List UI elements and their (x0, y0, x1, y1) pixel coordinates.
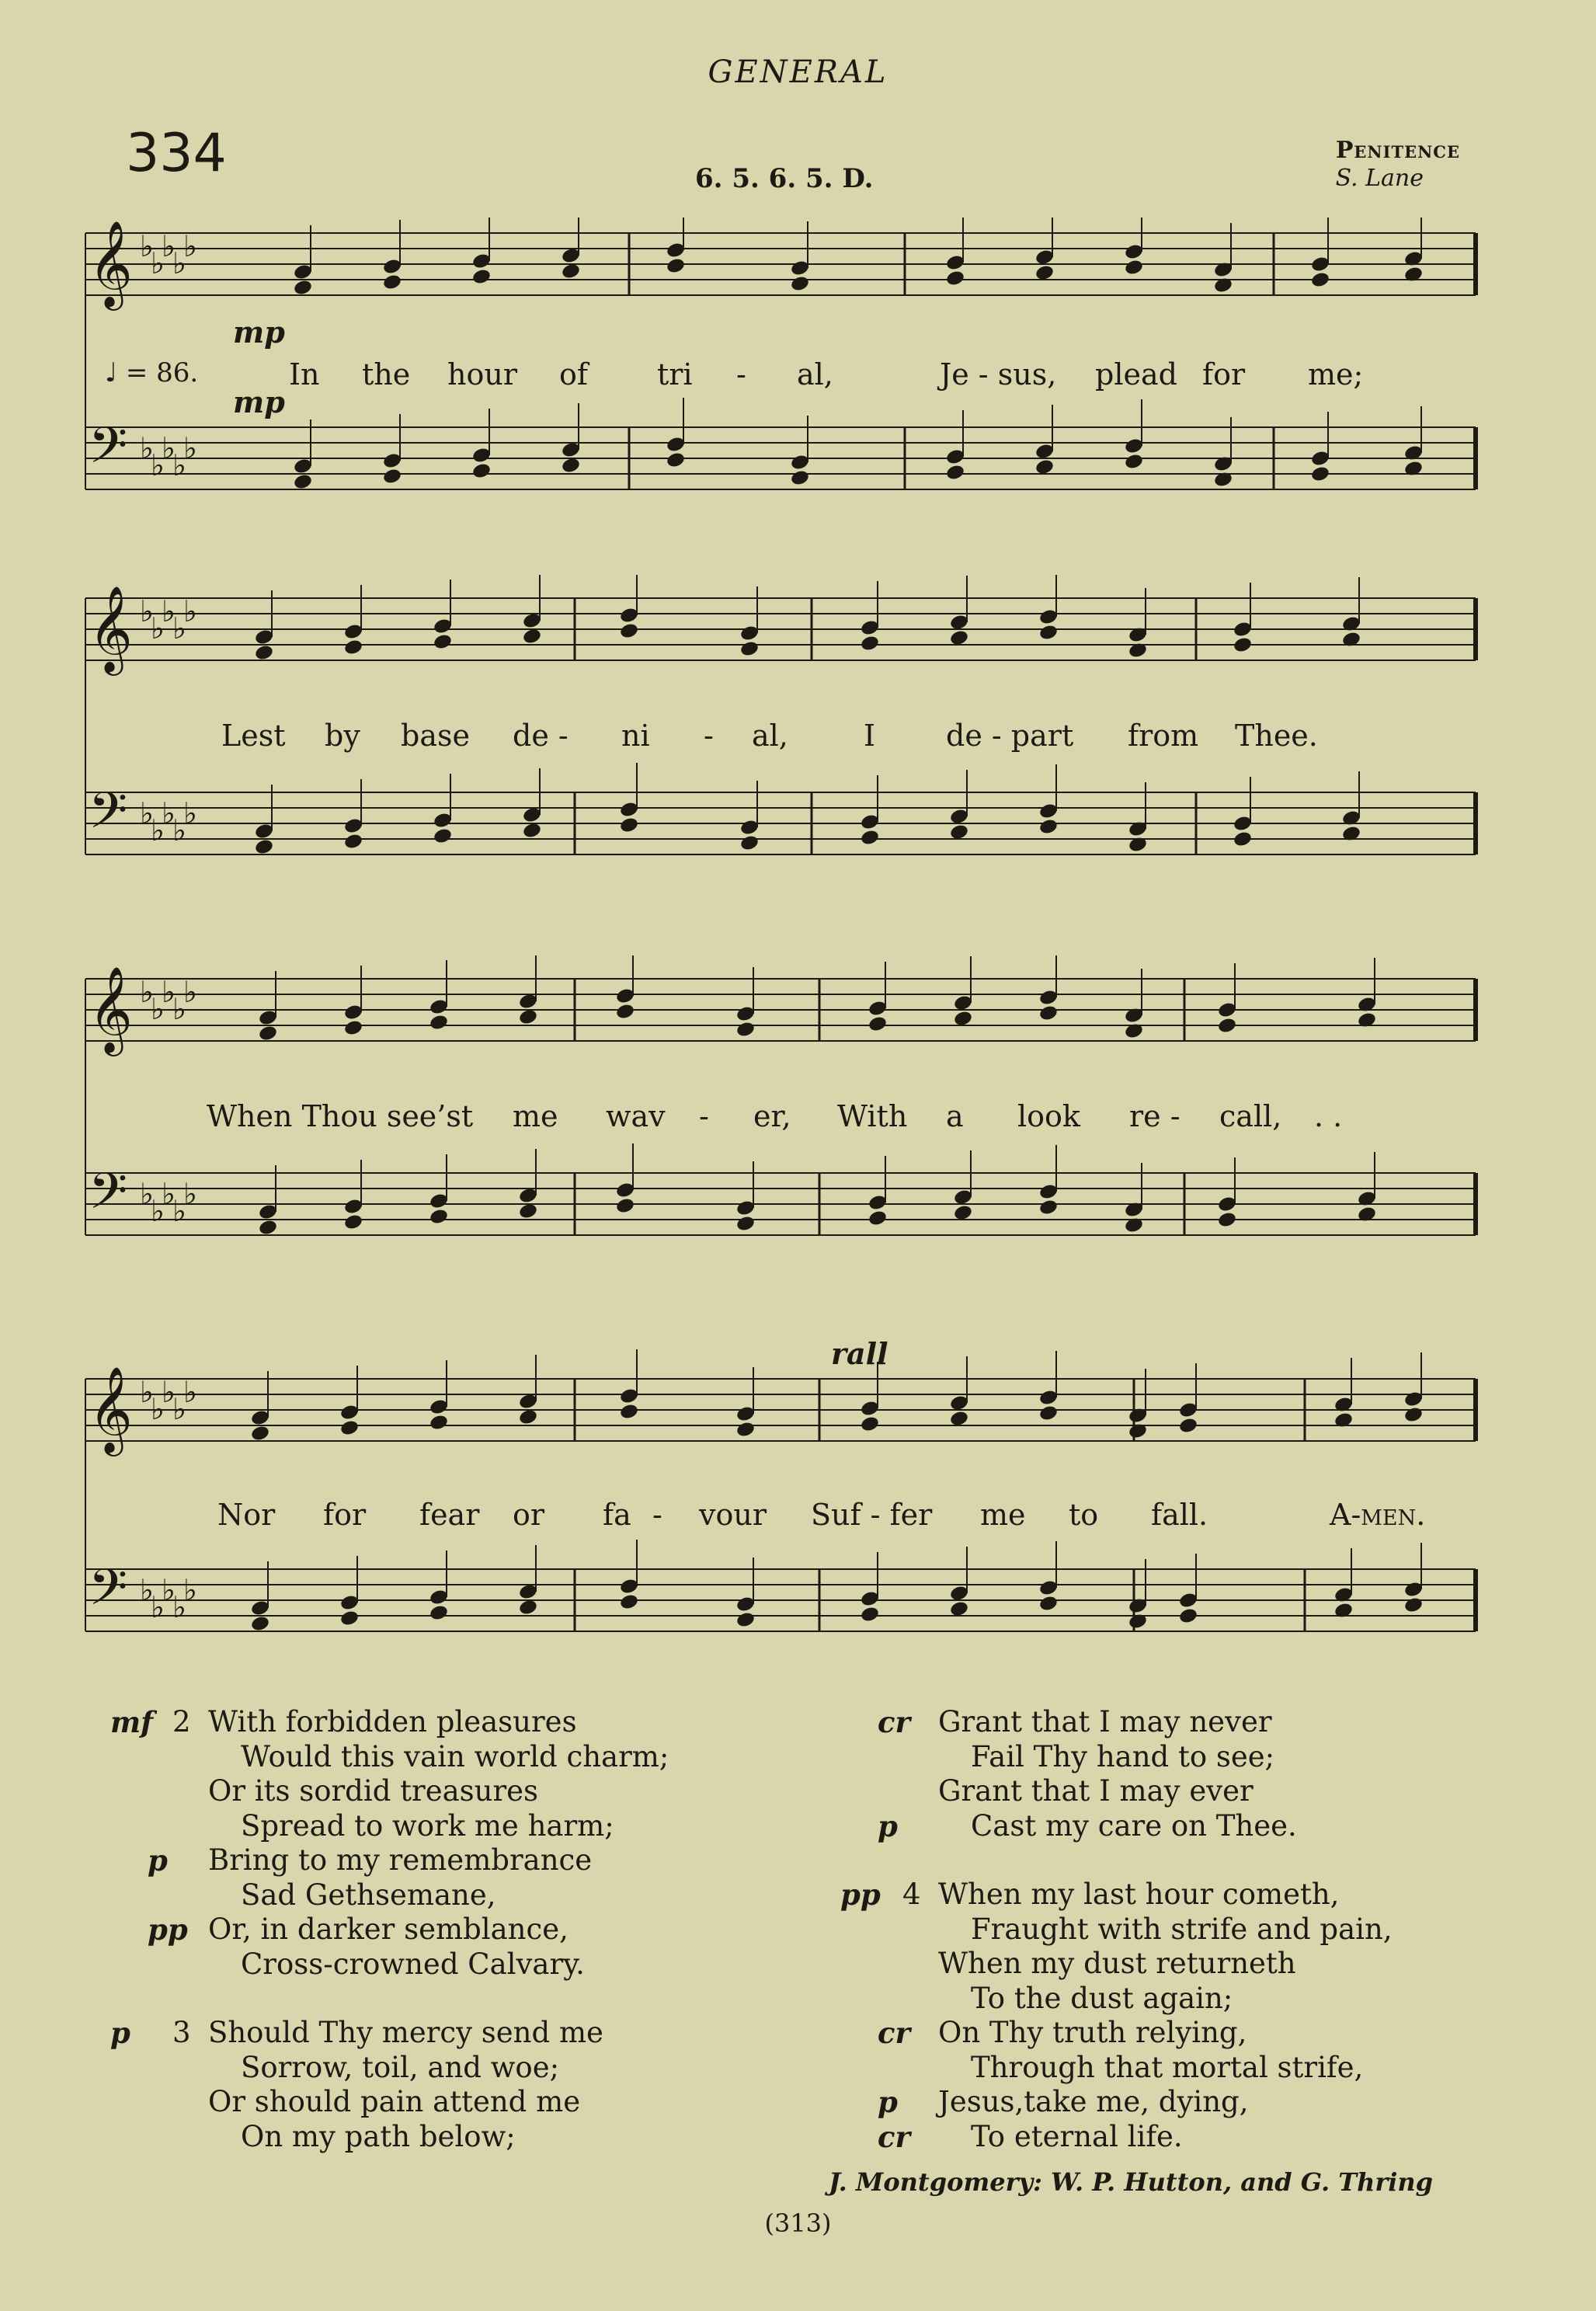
bass-clef-icon: 𝄢 (89, 1163, 128, 1233)
verse-line: On my path below; (241, 2119, 516, 2153)
note-head (258, 1025, 278, 1042)
verse-line: To eternal life. (971, 2119, 1183, 2153)
lyric-word: from (1128, 719, 1199, 753)
note-head (945, 464, 965, 482)
note-head (949, 629, 969, 647)
lyric-word: the (362, 357, 411, 392)
lyric-word: wav (606, 1099, 666, 1133)
verse-line: Or its sordid treasures (208, 1774, 539, 1808)
flat-icon: ♭ (151, 1590, 165, 1624)
lyric-word: Je - sus, (940, 357, 1057, 392)
flat-icon: ♭ (140, 1375, 154, 1409)
note-head (735, 1021, 756, 1039)
note-head (343, 1019, 363, 1037)
note-head (619, 622, 639, 640)
verse-line: When my last hour cometh, (938, 1878, 1340, 1911)
note-head (1217, 1211, 1237, 1229)
tempo-value: = 86. (125, 357, 199, 388)
lyric-word: me; (1308, 357, 1364, 392)
note-head (518, 1599, 538, 1617)
note-head (258, 1219, 278, 1237)
note-head (619, 1593, 639, 1611)
lyric-word: . . (1314, 1099, 1343, 1133)
flat-icon: ♭ (183, 1375, 197, 1409)
authors-credit: J. Montgomery: W. P. Hutton, and G. Thring (828, 2167, 1433, 2197)
flat-icon: ♭ (151, 611, 165, 646)
note-head (293, 473, 313, 491)
note-head (953, 1010, 973, 1028)
flat-icon: ♭ (151, 246, 165, 280)
flat-icon: ♭ (162, 229, 176, 263)
lyric-word: call, (1219, 1099, 1282, 1133)
lyric-word: by (325, 719, 360, 753)
lyric-word: - (736, 357, 746, 392)
note-head (1310, 465, 1330, 483)
note-head (518, 1202, 538, 1220)
note-head (1038, 1199, 1059, 1216)
verse-line: Sad Gethsemane, (241, 1878, 496, 1912)
lyric-word: to (1069, 1498, 1099, 1532)
verse-number: 4 (902, 1878, 921, 1911)
flat-icon: ♭ (162, 796, 176, 830)
flat-icon: ♭ (151, 1392, 165, 1426)
note-head (429, 1208, 449, 1226)
verse-dynamic-mark: p (878, 1808, 898, 1843)
lyric-word: plead (1095, 357, 1177, 392)
flat-icon: ♭ (172, 448, 186, 482)
note-head (254, 644, 274, 662)
note-head (739, 834, 760, 852)
treble-clef-icon: 𝄞 (89, 1366, 133, 1453)
flat-icon: ♭ (183, 431, 197, 465)
flat-icon: ♭ (140, 1573, 154, 1607)
flat-icon: ♭ (140, 796, 154, 830)
note-head (339, 1419, 360, 1437)
lyric-line (78, 357, 1491, 392)
verse-line: Sorrow, toil, and woe; (241, 2050, 560, 2084)
note-head (790, 275, 810, 293)
rall-marking: rall (831, 1336, 888, 1371)
note-head (1038, 1404, 1059, 1422)
verse-line: Grant that I may never (938, 1705, 1272, 1738)
lyric-word: look (1017, 1099, 1080, 1133)
lyric-word: base (401, 719, 470, 753)
note-head (1403, 1406, 1424, 1424)
note-head (343, 833, 363, 851)
note-head (382, 273, 402, 291)
lyric-word: vour (699, 1498, 767, 1532)
note-head (433, 827, 453, 845)
verse-line: Would this vain world charm; (241, 1739, 669, 1773)
note-head (1038, 1595, 1059, 1613)
note-head (860, 1606, 880, 1624)
lyric-word: me (980, 1498, 1026, 1532)
note-head (666, 451, 686, 469)
note-head (619, 1403, 639, 1421)
verse-line: Bring to my remembrance (208, 1843, 593, 1877)
verse-line: Grant that I may ever (938, 1774, 1254, 1808)
flat-icon: ♭ (151, 448, 165, 482)
flat-icon: ♭ (172, 611, 186, 646)
lyric-word: Nor (217, 1498, 276, 1532)
note-head (735, 1215, 756, 1233)
flat-icon: ♭ (162, 975, 176, 1009)
verse-line: Or should pain attend me (208, 2085, 581, 2118)
lyric-word: de - (513, 719, 569, 753)
note-head (1124, 453, 1144, 471)
note-head (518, 1408, 538, 1426)
note-head (522, 628, 542, 646)
lyric-line (78, 719, 1491, 753)
note-head (860, 829, 880, 847)
tune-name: Penitence (1335, 137, 1460, 164)
verse-dynamic-mark: cr (878, 2119, 911, 2154)
note-head (949, 1600, 969, 1618)
note-head (860, 1415, 880, 1433)
note-head (561, 457, 581, 475)
lyric-word: me (513, 1099, 558, 1133)
lyric-word: I (864, 719, 876, 753)
verse-dynamic-mark: cr (878, 1705, 911, 1739)
note-head (429, 1604, 449, 1622)
lyric-word: for (323, 1498, 367, 1532)
note-head (561, 263, 581, 280)
note-head (1178, 1417, 1198, 1435)
lyric-word: for (1202, 357, 1246, 392)
verse-dynamic-mark: cr (878, 2016, 911, 2050)
verse-line: Or, in darker semblance, (208, 1912, 569, 1946)
note-head (522, 822, 542, 840)
verse-line: Cross-crowned Calvary. (241, 1947, 585, 1981)
note-head (1124, 259, 1144, 277)
note-head (666, 257, 686, 275)
note-head (953, 1204, 973, 1222)
note-head (382, 468, 402, 486)
lyric-word: de - part (946, 719, 1074, 753)
note-head (1403, 1596, 1424, 1614)
note-head (1233, 636, 1253, 654)
note-head (949, 1410, 969, 1428)
flat-icon: ♭ (183, 796, 197, 830)
lyric-word: er, (753, 1099, 791, 1133)
note-head (471, 462, 492, 480)
treble-clef-icon: 𝄞 (89, 585, 133, 672)
page-number: (313) (764, 2208, 832, 2238)
flat-icon: ♭ (183, 1177, 197, 1211)
note-head (868, 1209, 888, 1227)
note-head (615, 1003, 635, 1021)
lyric-word: Lest (221, 719, 286, 753)
note-head (735, 1421, 756, 1439)
lyric-word: A-men. (1330, 1498, 1426, 1532)
music-system-4 (78, 1336, 1491, 1662)
lyric-word: ni (621, 719, 650, 753)
lyric-word: When Thou see’st (207, 1099, 474, 1133)
bass-clef-icon: 𝄢 (89, 417, 128, 487)
flat-icon: ♭ (172, 246, 186, 280)
note-head (343, 1213, 363, 1231)
flat-icon: ♭ (183, 594, 197, 628)
flat-icon: ♭ (172, 1392, 186, 1426)
treble-dynamic: mp (233, 315, 285, 350)
flat-icon: ♭ (162, 594, 176, 628)
lyric-word: a (946, 1099, 964, 1133)
note-head (945, 270, 965, 287)
lyric-line (78, 1099, 1491, 1133)
note-head (433, 633, 453, 651)
flat-icon: ♭ (162, 1375, 176, 1409)
flat-icon: ♭ (172, 1194, 186, 1228)
verse-number: 2 (172, 1705, 191, 1738)
note-head (339, 1610, 360, 1627)
note-head (790, 469, 810, 487)
lyric-word: of (559, 357, 588, 392)
note-head (429, 1014, 449, 1032)
music-system-3 (78, 955, 1491, 1282)
bass-clef-icon: 𝄢 (89, 1559, 128, 1629)
note-head (1217, 1017, 1237, 1035)
lyric-word: fall. (1151, 1498, 1208, 1532)
verse-dynamic-mark: pp (840, 1878, 881, 1912)
lyric-word: - (652, 1498, 662, 1532)
lyric-word: - (704, 719, 714, 753)
flat-icon: ♭ (140, 975, 154, 1009)
lyric-word: al, (752, 719, 788, 753)
music-system-2 (78, 575, 1491, 901)
note-head (619, 816, 639, 834)
lyric-word: re - (1129, 1099, 1180, 1133)
lyric-word: Suf - fer (811, 1498, 933, 1532)
bass-dynamic: mp (233, 385, 285, 419)
note-head (1034, 264, 1055, 282)
verse-dynamic-mark: p (878, 2085, 898, 2119)
flat-icon: ♭ (183, 229, 197, 263)
verse-line: Fail Thy hand to see; (971, 1739, 1275, 1773)
note-head (343, 639, 363, 656)
note-head (868, 1015, 888, 1033)
lyric-word: hour (447, 357, 517, 392)
note-head (1233, 830, 1253, 848)
note-head (949, 823, 969, 841)
lyric-word: With (837, 1099, 908, 1133)
flat-icon: ♭ (172, 813, 186, 847)
page-header: GENERAL (708, 54, 888, 90)
verse-line: On Thy truth relying, (938, 2016, 1247, 2049)
flat-icon: ♭ (183, 975, 197, 1009)
note-head (860, 635, 880, 653)
verse-dynamic-mark: mf (110, 1705, 154, 1739)
flat-icon: ♭ (172, 1590, 186, 1624)
note-head (615, 1197, 635, 1215)
flat-icon: ♭ (140, 431, 154, 465)
lyric-word: or (513, 1498, 545, 1532)
composer: S. Lane (1335, 165, 1424, 192)
flat-icon: ♭ (151, 813, 165, 847)
verse-line: Spread to work me harm; (241, 1808, 614, 1843)
verse-line: To the dust again; (971, 1981, 1233, 2015)
verse-line: Fraught with strife and pain, (971, 1912, 1393, 1946)
note-head (254, 838, 274, 856)
flat-icon: ♭ (151, 1194, 165, 1228)
verse-dynamic-mark: p (110, 2016, 130, 2050)
flat-icon: ♭ (140, 229, 154, 263)
bass-clef-icon: 𝄢 (89, 782, 128, 852)
verse-dynamic-mark: p (148, 1843, 168, 1878)
hymn-number: 334 (126, 123, 227, 184)
lyric-word: fear (419, 1498, 480, 1532)
verse-line: Jesus,take me, dying, (938, 2085, 1249, 2118)
note-head (735, 1611, 756, 1629)
note-head (1034, 458, 1055, 476)
note-head (1038, 1004, 1059, 1022)
note-head (471, 268, 492, 286)
flat-icon: ♭ (162, 431, 176, 465)
flat-icon: ♭ (172, 992, 186, 1026)
treble-clef-icon: 𝄞 (89, 220, 133, 307)
flat-icon: ♭ (140, 1177, 154, 1211)
verse-line: With forbidden pleasures (208, 1705, 577, 1738)
note-head (250, 1425, 270, 1443)
note-head (293, 279, 313, 297)
treble-clef-icon: 𝄞 (89, 966, 133, 1053)
lyric-word: al, (797, 357, 833, 392)
meter: 6. 5. 6. 5. D. (695, 163, 874, 194)
flat-icon: ♭ (140, 594, 154, 628)
lyric-word: fa (603, 1498, 631, 1532)
verses-left-column (110, 1705, 777, 2153)
flat-icon: ♭ (162, 1573, 176, 1607)
note-head (739, 640, 760, 658)
lyric-line (78, 1498, 1491, 1532)
flat-icon: ♭ (183, 1573, 197, 1607)
lyric-word: tri (657, 357, 693, 392)
lyric-word: - (699, 1099, 709, 1133)
note-head (1038, 818, 1059, 836)
verse-dynamic-mark: pp (148, 1912, 188, 1947)
note-head (1178, 1607, 1198, 1625)
flat-icon: ♭ (162, 1177, 176, 1211)
note-head (250, 1615, 270, 1633)
note-head (518, 1008, 538, 1026)
lyric-word: Thee. (1235, 719, 1318, 753)
verse-line: Cast my care on Thee. (971, 1808, 1297, 1843)
note-head (1038, 624, 1059, 642)
music-system-1 (78, 218, 1491, 544)
verse-line: Should Thy mercy send me (208, 2016, 603, 2049)
note-head (429, 1414, 449, 1432)
verse-line: Through that mortal strife, (971, 2050, 1364, 2084)
verse-number: 3 (172, 2016, 191, 2049)
note-head (1310, 271, 1330, 289)
verses-right-column (840, 1705, 1483, 2154)
verse-line: When my dust returneth (938, 1947, 1296, 1980)
lyric-word: In (289, 357, 320, 392)
quarter-note-icon: ♩ (105, 357, 118, 388)
flat-icon: ♭ (151, 992, 165, 1026)
